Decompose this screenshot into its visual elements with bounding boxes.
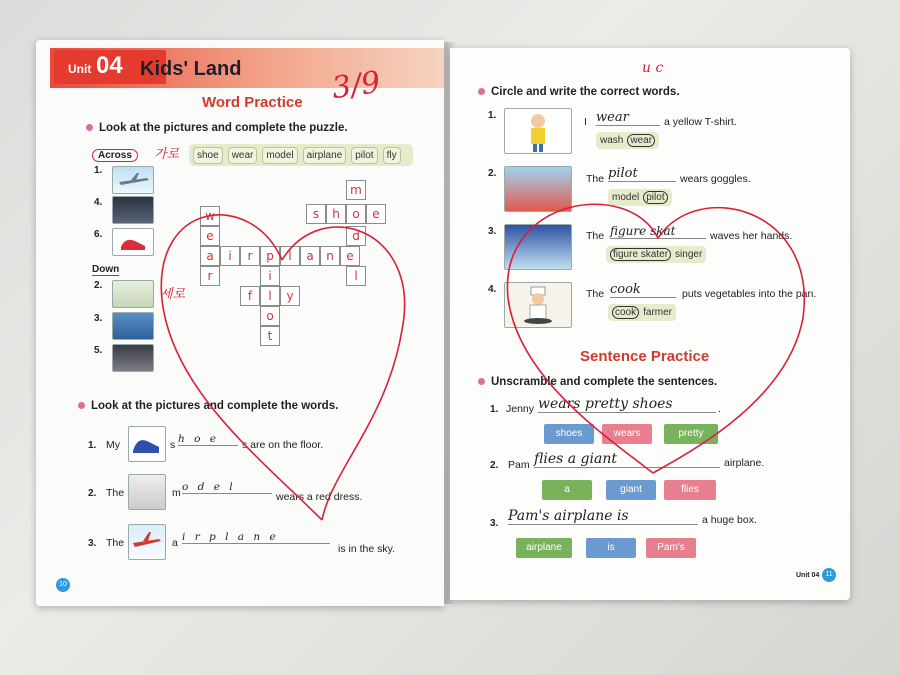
across-clue-number: 1. — [94, 165, 103, 176]
item-option[interactable]: cook — [612, 306, 639, 319]
instruction-unscramble: Unscramble and complete the sentences. — [478, 376, 717, 388]
grid-cell[interactable]: d — [346, 226, 366, 246]
bullet-icon — [478, 378, 485, 385]
right-page — [450, 48, 850, 600]
item-answer[interactable]: wear — [596, 110, 660, 126]
word-bank-item: pilot — [351, 147, 377, 164]
puzzle-piece[interactable]: giant — [606, 480, 656, 500]
heart-annotation-icon — [488, 178, 828, 478]
word-exercise-start: m — [172, 487, 181, 499]
word-exercise-post: s are on the floor. — [242, 439, 324, 451]
grid-cell[interactable]: h — [326, 204, 346, 224]
item-option[interactable]: farmer — [643, 307, 673, 318]
word-exercise-answer[interactable]: i r p l a n e — [182, 531, 330, 544]
word-bank-item: model — [262, 147, 297, 164]
puzzle-piece[interactable]: a — [542, 480, 592, 500]
sentence-answer[interactable]: flies a giant — [534, 451, 720, 468]
word-exercise-number: 3. — [88, 538, 97, 549]
item-pre: The — [586, 173, 605, 185]
across-label: Across — [92, 149, 138, 162]
word-exercise-pre: My — [106, 439, 120, 451]
item-option[interactable]: model — [612, 192, 640, 203]
item-pre: I — [584, 116, 587, 128]
item-answer[interactable]: figure skat — [610, 224, 706, 239]
item-post: wears goggles. — [680, 173, 751, 185]
item-post: waves her hands. — [710, 230, 793, 242]
sentence-answer[interactable]: wears pretty shoes — [538, 396, 716, 413]
grid-cell[interactable]: y — [280, 286, 300, 306]
grid-cell[interactable]: e — [340, 246, 360, 266]
across-korean-annotation: 가로 — [154, 147, 180, 162]
word-exercise-post: is in the sky. — [338, 543, 395, 555]
down-clue-number: 2. — [94, 280, 103, 291]
word-exercise-number: 1. — [88, 440, 97, 451]
item-number: 1. — [488, 110, 497, 121]
grid-cell[interactable]: w — [200, 206, 220, 226]
item-number: 4. — [488, 284, 497, 295]
item-post: a yellow T-shirt. — [664, 116, 737, 128]
word-bank-item: wear — [228, 147, 258, 164]
item-option[interactable]: wash — [600, 135, 624, 146]
item-options — [596, 132, 659, 149]
item-option[interactable]: singer — [675, 249, 703, 260]
grid-cell[interactable]: a — [200, 246, 220, 266]
sentence-post: airplane. — [724, 457, 765, 469]
airplane-icon — [129, 525, 165, 559]
item-option[interactable]: wear — [627, 134, 655, 147]
word-exercise-pre: The — [106, 487, 125, 499]
word-exercise-start: s — [170, 439, 176, 451]
word-exercise-pre: The — [106, 537, 125, 549]
puzzle-piece[interactable]: shoes — [544, 424, 594, 444]
grid-cell[interactable]: o — [346, 204, 366, 224]
word-bank-item: airplane — [303, 147, 347, 164]
bullet-icon — [78, 402, 85, 409]
item-option[interactable]: pilot — [643, 191, 667, 204]
word-exercise-start: a — [172, 537, 178, 549]
grid-cell[interactable]: e — [366, 204, 386, 224]
grid-cell[interactable]: e — [200, 226, 220, 246]
word-exercise-answer[interactable]: o d e l — [182, 481, 272, 494]
down-label: Down — [92, 264, 120, 275]
section-title-word-practice: Word Practice — [202, 94, 303, 111]
grid-cell[interactable]: i — [260, 266, 280, 286]
word-bank-item: shoe — [193, 147, 223, 164]
item-number: 3. — [488, 226, 497, 237]
down-clue-number: 5. — [94, 345, 103, 356]
unit-label: Unit — [68, 62, 92, 76]
grid-cell[interactable]: m — [346, 180, 366, 200]
sentence-post: . — [718, 403, 721, 415]
score-annotation: 3/9 — [329, 64, 383, 107]
grid-cell[interactable]: o — [260, 306, 280, 326]
item-pre: The — [586, 288, 605, 300]
word-exercise-post: wears a red dress. — [276, 491, 363, 503]
item-image-girl — [504, 108, 572, 154]
sentence-number: 1. — [490, 404, 499, 415]
sentence-answer[interactable]: Pam's airplane is — [508, 508, 698, 525]
item-answer[interactable]: cook — [610, 282, 676, 298]
grid-cell[interactable]: l — [280, 246, 300, 266]
across-clue-number: 6. — [94, 229, 103, 240]
item-option[interactable]: figure skater — [610, 248, 671, 261]
instruction-words: Look at the pictures and complete the words. — [78, 400, 338, 412]
across-clue-number: 4. — [94, 197, 103, 208]
sentence-number: 2. — [490, 460, 499, 471]
puzzle-piece[interactable]: flies — [664, 480, 716, 500]
top-marks-annotation: u c — [642, 60, 664, 76]
puzzle-piece[interactable]: is — [586, 538, 636, 558]
grid-cell[interactable]: r — [240, 246, 260, 266]
page-number-right: 11 — [822, 568, 836, 582]
left-page — [36, 40, 444, 606]
page-number-left: 10 — [56, 578, 70, 592]
grid-cell[interactable]: t — [260, 326, 280, 346]
grid-cell[interactable]: l — [346, 266, 366, 286]
sentence-pre: Jenny — [506, 403, 535, 415]
unit-number: 04 — [96, 52, 123, 79]
grid-cell[interactable]: f — [240, 286, 260, 306]
puzzle-piece[interactable]: airplane — [516, 538, 572, 558]
instruction-circle-write: Circle and write the correct words. — [478, 86, 680, 98]
puzzle-piece[interactable]: pretty — [664, 424, 718, 444]
item-pre: The — [586, 230, 605, 242]
item-post: puts vegetables into the pan. — [682, 288, 817, 300]
item-answer[interactable]: pilot — [608, 166, 676, 182]
footer-unit-label: Unit 04 — [796, 572, 820, 579]
puzzle-piece[interactable]: Pam's — [646, 538, 696, 558]
unit-title: Kids' Land — [140, 58, 242, 80]
grid-cell[interactable]: i — [220, 246, 240, 266]
bullet-icon — [86, 124, 93, 131]
word-exercise-number: 2. — [88, 488, 97, 499]
grid-cell[interactable]: a — [300, 246, 320, 266]
grid-cell[interactable]: p — [260, 246, 280, 266]
instruction-puzzle: Look at the pictures and complete the puzzle. — [86, 122, 348, 134]
bullet-icon — [478, 88, 485, 95]
word-exercise-answer[interactable]: h o e — [178, 433, 238, 446]
grid-cell[interactable]: l — [260, 286, 280, 306]
word-bank — [189, 144, 413, 166]
sentence-number: 3. — [490, 518, 499, 529]
puzzle-piece[interactable]: wears — [602, 424, 652, 444]
word-bank-item: fly — [383, 147, 401, 164]
heart-annotation-icon — [132, 190, 432, 530]
grid-cell[interactable]: r — [200, 266, 220, 286]
girl-icon — [505, 109, 571, 153]
grid-cell[interactable]: n — [320, 246, 340, 266]
section-title-sentence-practice: Sentence Practice — [580, 348, 710, 365]
down-korean-annotation: 세로 — [160, 287, 186, 302]
down-clue-number: 3. — [94, 313, 103, 324]
item-number: 2. — [488, 168, 497, 179]
sentence-post: a huge box. — [702, 514, 757, 526]
sentence-pre: Pam — [508, 459, 530, 471]
grid-cell[interactable]: s — [306, 204, 326, 224]
